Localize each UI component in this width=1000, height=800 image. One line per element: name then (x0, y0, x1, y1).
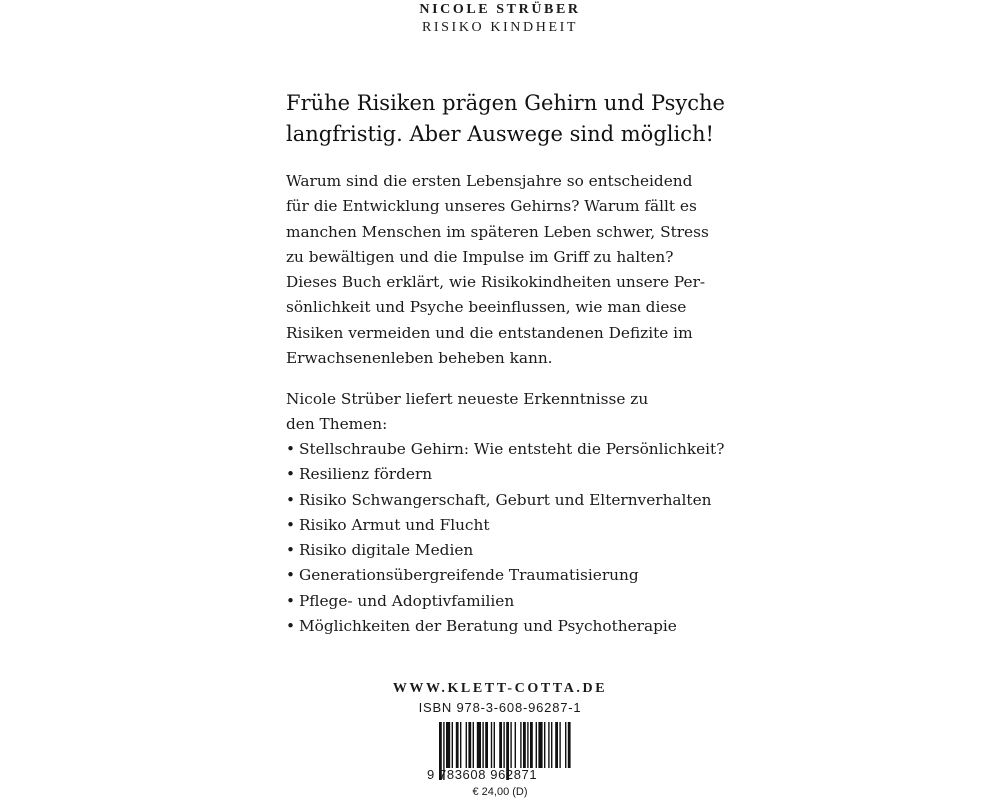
topic-text: Stellschraube Gehirn: Wie entsteht die Persönlichkeit? (299, 440, 725, 458)
topic-item (286, 614, 746, 639)
topics-lead-line: den Themen: (286, 415, 388, 434)
bullet: • (286, 465, 296, 484)
bullet: • (286, 490, 296, 509)
intro-line: zu bewältigen und die Impulse im Griff zu halten? (286, 247, 674, 266)
bullet: • (286, 591, 296, 610)
bullet: • (286, 566, 296, 585)
topics-lead (286, 387, 726, 438)
topic-item (286, 488, 746, 513)
isbn-label: ISBN 978-3-608-96287-1 (418, 700, 582, 715)
topic-list (286, 437, 746, 639)
intro-line: Erwachsenenleben beheben kann. (286, 349, 553, 368)
bullet: • (286, 541, 296, 560)
tagline-line-1: Frühe Risiken prägen Gehirn und Psyche (286, 91, 725, 115)
book-title: RISIKO KINDHEIT (421, 20, 579, 35)
topic-item (286, 563, 746, 588)
topic-item (286, 513, 746, 538)
intro-line: für die Entwicklung unseres Gehirns? Warum fällt es (286, 197, 697, 216)
bullet: • (286, 515, 296, 534)
bullet: • (286, 440, 296, 458)
intro-line: Warum sind die ersten Lebensjahre so entscheidend (286, 172, 693, 190)
topic-text: Risiko Schwangerschaft, Geburt und Elternverhalten (299, 490, 712, 509)
cover-header (0, 2, 1000, 36)
topic-text: Risiko Armut und Flucht (299, 515, 490, 534)
topic-text: Resilienz fördern (299, 465, 433, 484)
author-name: NICOLE STRÜBER (419, 2, 581, 17)
intro-paragraph (286, 169, 726, 371)
price-label: € 24,00 (D) (472, 786, 528, 798)
barcode-digits: 9 783608 962871 (427, 767, 538, 782)
topic-item (286, 538, 746, 563)
intro-line: sönlichkeit und Psyche beeinflussen, wie man diese (286, 298, 687, 317)
intro-line: manchen Menschen im späteren Leben schwer, Stress (286, 222, 709, 241)
barcode (425, 722, 575, 784)
topic-text: Möglichkeiten der Beratung und Psychotherapie (299, 617, 677, 636)
topic-item (286, 589, 746, 614)
tagline-line-2: langfristig. Aber Auswege sind möglich! (286, 122, 714, 146)
topic-text: Pflege- und Adoptivfamilien (299, 591, 515, 610)
publisher-website: WWW.KLETT-COTTA.DE (392, 681, 608, 696)
topics-lead-line: Nicole Strüber liefert neueste Erkenntnisse zu (286, 390, 649, 408)
topic-text: Risiko digitale Medien (299, 541, 474, 560)
topic-text: Generationsübergreifende Traumatisierung (299, 566, 639, 585)
bullet: • (286, 617, 296, 636)
topic-item (286, 437, 746, 462)
intro-line: Dieses Buch erklärt, wie Risikokindheiten unsere Per- (286, 273, 706, 292)
tagline (286, 88, 746, 150)
publisher-footer (0, 680, 1000, 717)
intro-line: Risiken vermeiden und die entstandenen Defizite im (286, 323, 693, 342)
topic-item (286, 462, 746, 487)
